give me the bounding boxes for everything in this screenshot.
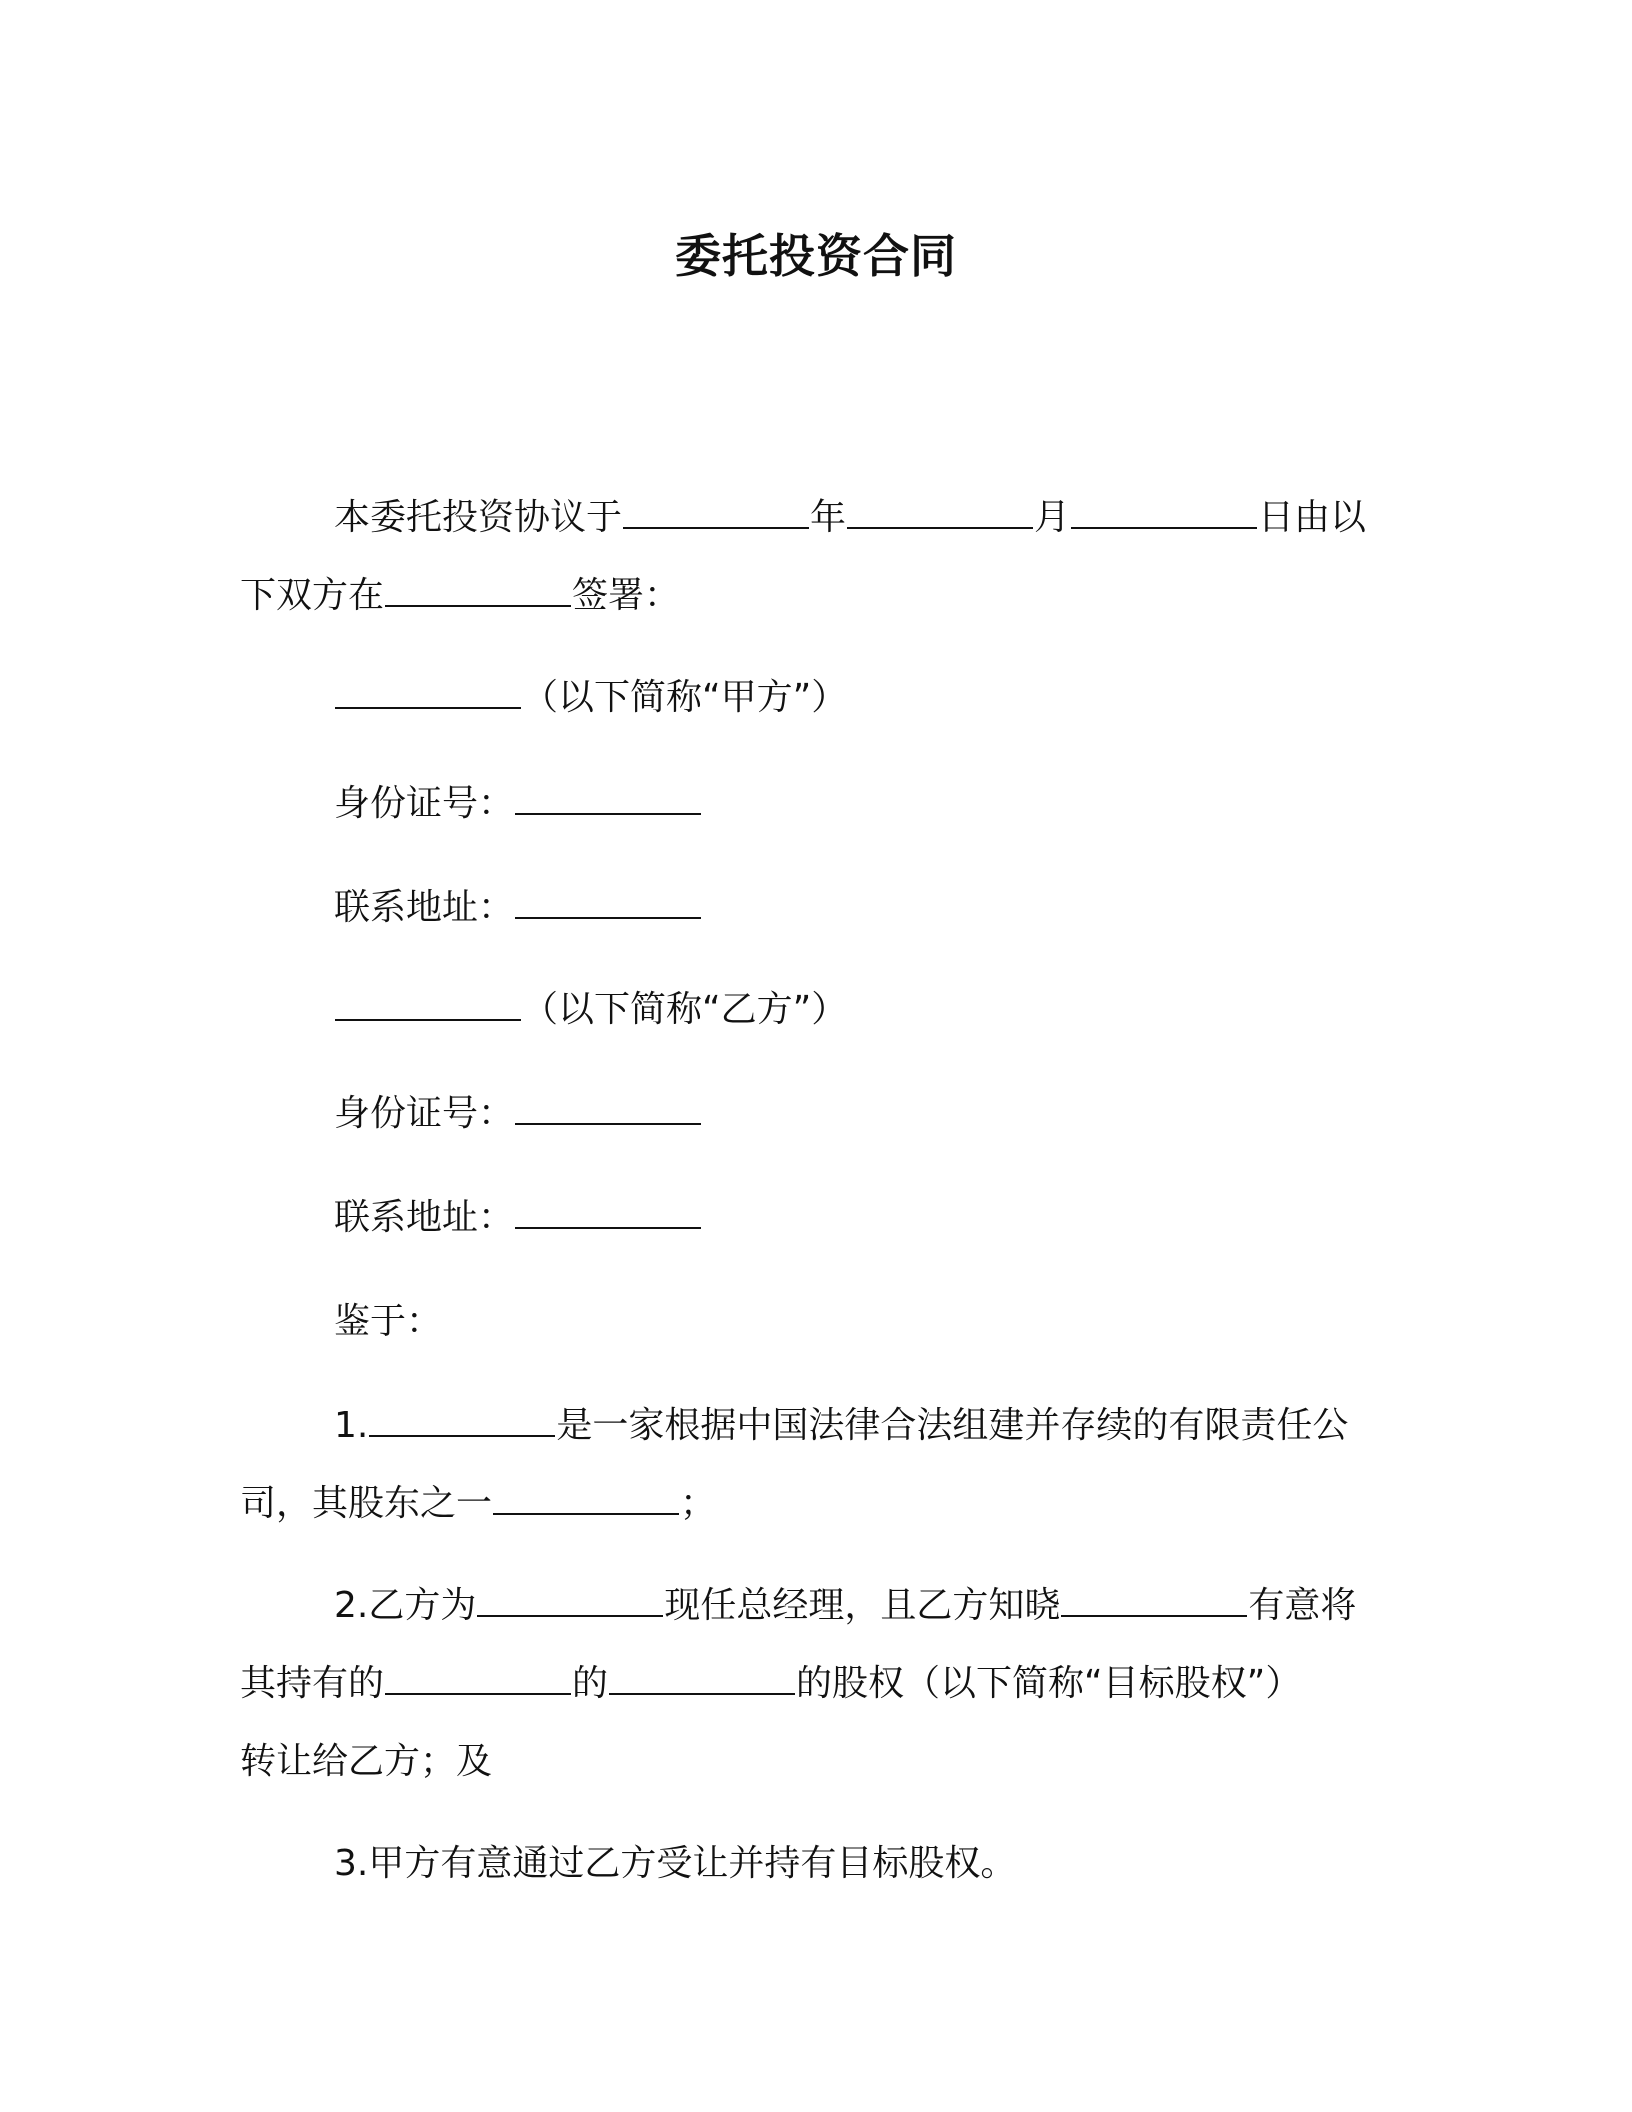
clause-2-line-1-tail: 有意将 bbox=[1248, 1585, 1357, 1626]
year-label: 年 bbox=[810, 497, 847, 538]
party-b-line bbox=[334, 988, 847, 1032]
party-a-alias: （以下简称“甲方”） bbox=[522, 677, 848, 718]
party-a-address-blank[interactable] bbox=[515, 887, 701, 919]
party-b-id-line bbox=[334, 1092, 702, 1136]
clause-2-mid: 现任总经理，且乙方知晓 bbox=[664, 1585, 1061, 1626]
clause-1-line-1 bbox=[334, 1404, 1348, 1448]
day-label: 日由以 bbox=[1258, 497, 1367, 538]
party-a-address-line bbox=[334, 886, 702, 930]
company-name-blank[interactable] bbox=[369, 1405, 555, 1437]
clause-3: 3.甲方有意通过乙方受让并持有目标股权。 bbox=[334, 1843, 1017, 1884]
clause-1-prefix: 1. bbox=[334, 1405, 369, 1446]
equity-ratio-blank[interactable] bbox=[385, 1663, 571, 1695]
intro-line-2-head: 下双方在 bbox=[240, 575, 385, 616]
clause-2-line-2 bbox=[240, 1662, 1301, 1706]
party-b-address-line bbox=[334, 1196, 702, 1240]
clause-1-line-1-text: 是一家根据中国法律合法组建并存续的有限责任公 bbox=[556, 1405, 1349, 1446]
date-year-blank[interactable] bbox=[623, 497, 809, 529]
intro-text: 本委托投资协议于 bbox=[334, 497, 623, 538]
target-company-blank[interactable] bbox=[609, 1663, 795, 1695]
party-a-address-label: 联系地址： bbox=[334, 887, 515, 928]
month-label: 月 bbox=[1034, 497, 1071, 538]
party-b-id-blank[interactable] bbox=[515, 1093, 701, 1125]
intro-line-2 bbox=[240, 574, 680, 618]
document-title: 委托投资合同 bbox=[675, 229, 957, 283]
clause-2-line-2-mid: 的 bbox=[572, 1663, 609, 1704]
intro-line-1 bbox=[334, 496, 1366, 540]
party-a-id-label: 身份证号： bbox=[334, 783, 515, 824]
whereas-heading: 鉴于： bbox=[334, 1301, 443, 1342]
shareholder-blank[interactable] bbox=[493, 1483, 679, 1515]
signing-place-blank[interactable] bbox=[385, 575, 571, 607]
party-b-address-blank[interactable] bbox=[515, 1197, 701, 1229]
party-b-alias: （以下简称“乙方”） bbox=[522, 989, 848, 1030]
clause-1-line-2-tail: ； bbox=[680, 1483, 717, 1524]
clause-1-line-2 bbox=[240, 1482, 716, 1526]
intro-line-2-tail: 签署： bbox=[572, 575, 681, 616]
party-b-id-label: 身份证号： bbox=[334, 1093, 515, 1134]
transferor-blank[interactable] bbox=[1061, 1585, 1247, 1617]
party-b-address-label: 联系地址： bbox=[334, 1197, 515, 1238]
company-blank-2[interactable] bbox=[477, 1585, 663, 1617]
date-day-blank[interactable] bbox=[1071, 497, 1257, 529]
party-b-name-blank[interactable] bbox=[335, 989, 521, 1021]
party-a-id-blank[interactable] bbox=[515, 783, 701, 815]
party-a-id-line bbox=[334, 782, 702, 826]
party-a-name-blank[interactable] bbox=[335, 677, 521, 709]
clause-2-line-3: 转让给乙方；及 bbox=[240, 1741, 493, 1782]
clause-2-line-2-tail: 的股权（以下简称“目标股权”） bbox=[796, 1663, 1302, 1704]
clause-2-line-2-head: 其持有的 bbox=[240, 1663, 385, 1704]
clause-2-line-1 bbox=[334, 1584, 1356, 1628]
clause-2-prefix: 2.乙方为 bbox=[334, 1585, 477, 1626]
party-a-line bbox=[334, 676, 847, 720]
date-month-blank[interactable] bbox=[847, 497, 1033, 529]
clause-1-line-2-head: 司，其股东之一 bbox=[240, 1483, 493, 1524]
